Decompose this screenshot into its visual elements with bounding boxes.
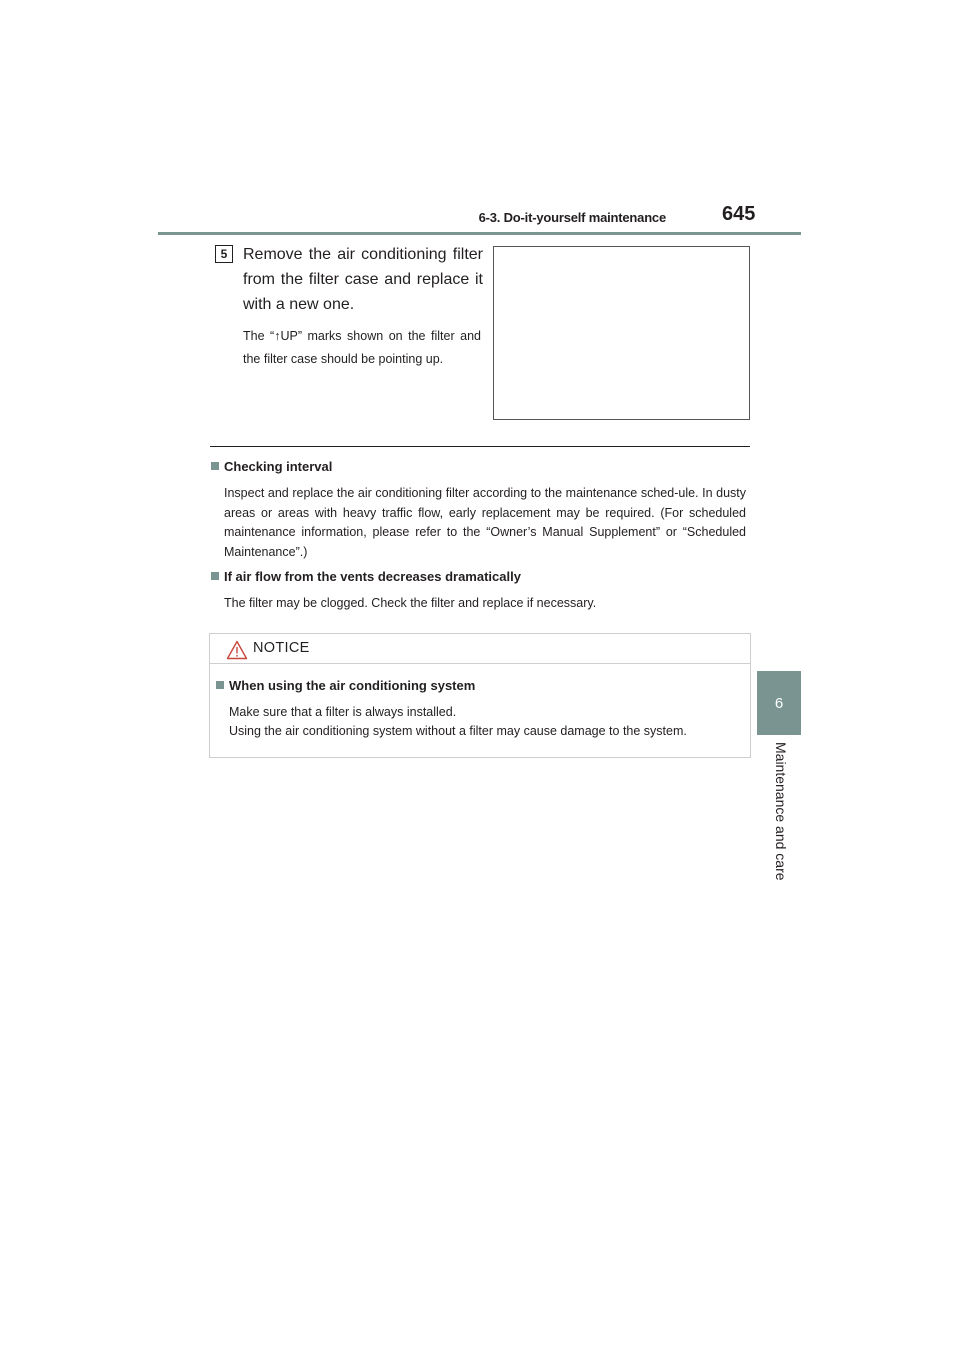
- note-body-checking-interval: Inspect and replace the air conditioning filter according to the maintenance sched-ule. In dusty areas or areas with heavy traffic flow, early replacement may be required. (For scheduled maintenance information, please refer to the “Owner’s Manual Supplement” or “Scheduled Maintenance”.): [224, 486, 746, 559]
- step-note: [243, 325, 481, 371]
- filter-illustration-frame: [493, 246, 750, 420]
- notice-line: Using the air conditioning system without a filter may cause damage to the system.: [229, 724, 687, 738]
- chapter-tab: [757, 671, 801, 735]
- notice-subheading-text: When using the air conditioning system: [229, 678, 476, 693]
- step-number: 5: [220, 247, 228, 261]
- note-heading-checking-interval: [211, 459, 332, 474]
- step-number-badge: [215, 245, 233, 263]
- warning-triangle-icon: [226, 640, 248, 660]
- notice-box: [209, 633, 751, 758]
- step-note-suffix: UP” marks shown on the filter and the filter case should be pointing up.: [243, 329, 481, 366]
- notice-header: [210, 634, 750, 664]
- chapter-label: Maintenance and care: [773, 742, 789, 881]
- up-arrow-icon: ↑: [274, 329, 281, 343]
- note-heading-text: Checking interval: [224, 459, 333, 474]
- square-bullet-icon: [211, 462, 219, 470]
- square-bullet-icon: [216, 681, 224, 689]
- note-heading-air-flow: [211, 569, 521, 584]
- notice-title: NOTICE: [253, 640, 310, 656]
- step-instruction: Remove the air conditioning filter from the filter case and replace it with a new one.: [243, 246, 483, 313]
- section-title: 6-3. Do-it-yourself maintenance: [478, 210, 666, 225]
- square-bullet-icon: [211, 572, 219, 580]
- step-note-prefix: The “: [243, 329, 275, 343]
- notice-subheading: [216, 678, 475, 693]
- note-heading-text: If air flow from the vents decreases dramatically: [224, 569, 521, 584]
- section-divider: [210, 446, 750, 447]
- note-body-air-flow: The filter may be clogged. Check the filter and replace if necessary.: [224, 596, 597, 610]
- notice-line: Make sure that a filter is always installed.: [229, 705, 457, 719]
- header-rule: [158, 232, 801, 235]
- chapter-number: 6: [774, 694, 784, 712]
- page-number: 645: [722, 203, 756, 225]
